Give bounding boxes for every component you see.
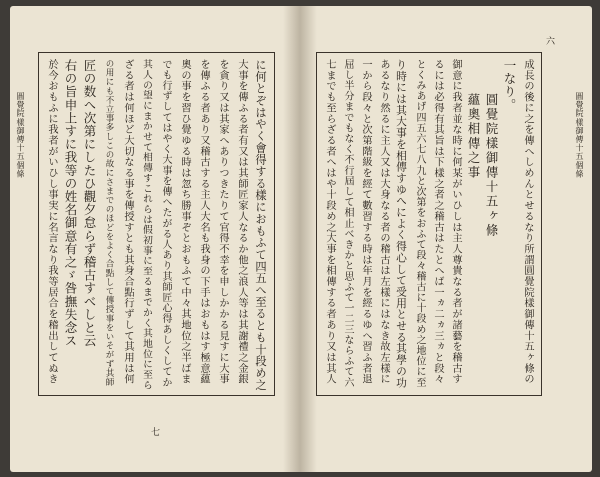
left-page-number: 七 — [151, 428, 161, 438]
text-column: 屈し半分までもなく不行屆して相止べきかと思ふて一二三ならふて六 — [342, 59, 353, 388]
text-column: とくみあげ四五六七八九と次第をおふて段々稽古に十段め之地位に至 — [414, 59, 425, 388]
text-column: 七までも至らざる者へはや十段め之大事を相傳する者あり又は其人 — [324, 59, 336, 385]
section-title: 圓覺院樣御傳十五ヶ條 — [484, 93, 499, 238]
text-column: 一なり。 — [502, 59, 517, 112]
left-text-frame — [38, 52, 275, 396]
text-column: あるなり然るに主人又は大身なる者の稽古は左樣にはなき故左樣に — [378, 59, 390, 385]
right-text-frame — [316, 52, 542, 396]
text-column: 大事を傳ふる者有又は其師匠家人なるか他之浪人等は其謝禮之金銀 — [236, 59, 248, 385]
text-column: でも行ずしてはやく大事を傳へたがる人あり其師匠心得あしくしてか — [160, 59, 171, 388]
text-column: 奧の事を習ひ覺ゆる時は忽ち勝事ぞとおもふて中々其地位之半ばま — [179, 59, 191, 385]
text-column: に何とぞはやく會得する樣におもふて四五へ至るとも十段め之 — [254, 59, 267, 391]
section-subtitle: 蘊奧相傳之事 — [466, 93, 481, 180]
text-column: 於今おもふに我者がいひし事実に名言なり我等居合を稽出してぬき — [46, 59, 58, 385]
text-column: 成長の後に之を傳へしめんとせるなり所謂圓覺院樣御傳十五ヶ條の — [522, 59, 534, 385]
text-column: ざる者は何ほど大切なる事を傳授すとも其身合點行ずして其用は何 — [122, 59, 134, 385]
text-column: 匠の数へ次第にしたひ觀夕怠らず稽古すべしと云 — [82, 59, 97, 348]
text-column: を貪り又は其家へありつきたりて官得不幸を申しかかる見すに大事 — [217, 59, 229, 385]
right-page-header: 圓覺院樣御傳十五個條 — [575, 92, 584, 178]
text-column: の用にも不立事多しこの故にさまでのほどをよく合點して傳授事をいそがず其師 — [104, 59, 114, 387]
text-column: り時には其大事を相傳すゆへによく得心して受用とせる其學の功 — [395, 59, 408, 389]
text-column: 右の旨申上すに我等の姓名御意有之ゞ咎撫失念ス — [63, 59, 78, 348]
text-column: 一から段々と次第階級を經て數習する時は年月を經るゆへ習ふ者退 — [360, 59, 372, 385]
right-page-number: 六 — [546, 37, 556, 47]
text-column: るには必得有其旨は下樣之者之稽古はたとへば一ヵ二ヵ三ヵと段々 — [432, 59, 444, 385]
left-page-header: 圓覺院樣御傳十五個條 — [16, 92, 25, 178]
text-column: 其人の望にまかせて相傳すこれらは假初事に至るまでかく其地位に至ら — [141, 59, 152, 391]
text-column: を傳ふる者あり又稽古する主人大名も我身の下手はおもはす極意蘊 — [198, 59, 210, 385]
text-column: 御意に我者並な時に何某がいひしは主人尊貴なる者が諸藝を稽古す — [450, 59, 462, 385]
